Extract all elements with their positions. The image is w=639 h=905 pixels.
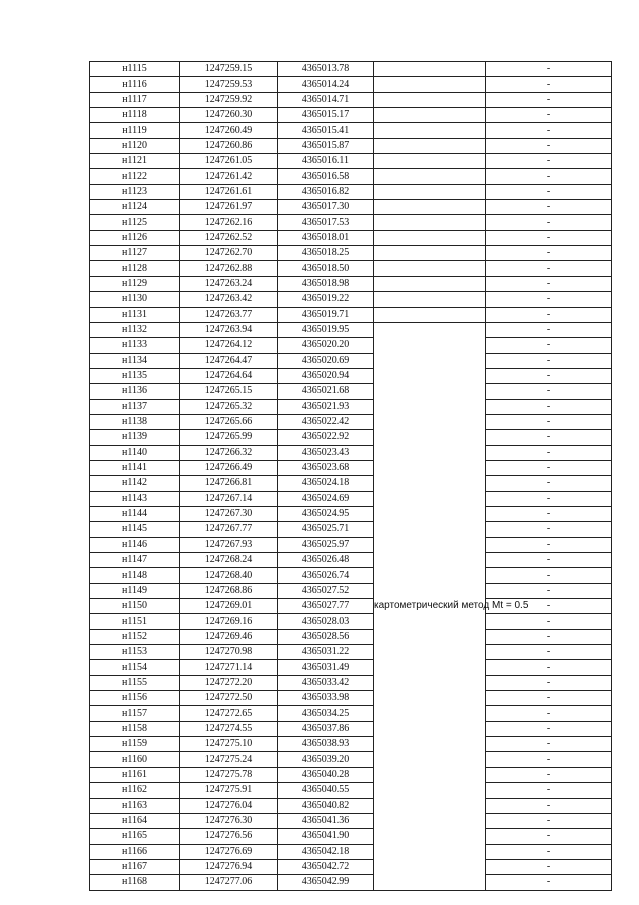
point-id-cell: н1125 (90, 215, 180, 230)
table-row (90, 230, 612, 245)
x-coordinate-cell: 1247262.16 (180, 215, 278, 230)
point-id-cell: н1116 (90, 77, 180, 92)
point-id-cell: н1147 (90, 553, 180, 568)
point-id-cell: н1166 (90, 844, 180, 859)
table-row (90, 338, 612, 353)
dash-cell: - (486, 645, 612, 660)
method-cell-empty (374, 154, 486, 169)
x-coordinate-cell: 1247276.04 (180, 798, 278, 813)
dash-cell: - (486, 737, 612, 752)
method-cell-empty (374, 200, 486, 215)
y-coordinate-cell: 4365027.77 (278, 599, 374, 614)
y-coordinate-cell: 4365039.20 (278, 752, 374, 767)
y-coordinate-cell: 4365028.03 (278, 614, 374, 629)
dash-cell: - (486, 706, 612, 721)
x-coordinate-cell: 1247265.99 (180, 430, 278, 445)
point-id-cell: н1168 (90, 875, 180, 890)
table-row (90, 813, 612, 828)
point-id-cell: н1141 (90, 460, 180, 475)
table-row (90, 767, 612, 782)
coordinates-table-body (90, 62, 612, 891)
x-coordinate-cell: 1247266.32 (180, 445, 278, 460)
table-row (90, 92, 612, 107)
dash-cell: - (486, 138, 612, 153)
table-row (90, 261, 612, 276)
point-id-cell: н1129 (90, 276, 180, 291)
x-coordinate-cell: 1247263.77 (180, 307, 278, 322)
table-row (90, 583, 612, 598)
dash-cell: - (486, 430, 612, 445)
point-id-cell: н1126 (90, 230, 180, 245)
x-coordinate-cell: 1247267.77 (180, 522, 278, 537)
y-coordinate-cell: 4365042.18 (278, 844, 374, 859)
point-id-cell: н1140 (90, 445, 180, 460)
table-row (90, 798, 612, 813)
dash-cell: - (486, 445, 612, 460)
table-row (90, 660, 612, 675)
x-coordinate-cell: 1247259.92 (180, 92, 278, 107)
y-coordinate-cell: 4365025.97 (278, 537, 374, 552)
y-coordinate-cell: 4365040.55 (278, 783, 374, 798)
point-id-cell: н1152 (90, 629, 180, 644)
point-id-cell: н1167 (90, 859, 180, 874)
point-id-cell: н1119 (90, 123, 180, 138)
y-coordinate-cell: 4365015.41 (278, 123, 374, 138)
point-id-cell: н1146 (90, 537, 180, 552)
table-row (90, 430, 612, 445)
y-coordinate-cell: 4365018.25 (278, 246, 374, 261)
point-id-cell: н1133 (90, 338, 180, 353)
point-id-cell: н1128 (90, 261, 180, 276)
method-cell-empty (374, 77, 486, 92)
dash-cell: - (486, 875, 612, 890)
y-coordinate-cell: 4365041.36 (278, 813, 374, 828)
x-coordinate-cell: 1247260.86 (180, 138, 278, 153)
table-row (90, 399, 612, 414)
dash-cell: - (486, 721, 612, 736)
y-coordinate-cell: 4365018.98 (278, 276, 374, 291)
dash-cell: - (486, 62, 612, 77)
x-coordinate-cell: 1247260.30 (180, 108, 278, 123)
point-id-cell: н1136 (90, 384, 180, 399)
dash-cell: - (486, 829, 612, 844)
table-row (90, 859, 612, 874)
table-row (90, 276, 612, 291)
x-coordinate-cell: 1247267.14 (180, 491, 278, 506)
table-row (90, 829, 612, 844)
table-row (90, 460, 612, 475)
y-coordinate-cell: 4365018.50 (278, 261, 374, 276)
point-id-cell: н1139 (90, 430, 180, 445)
x-coordinate-cell: 1247265.15 (180, 384, 278, 399)
point-id-cell: н1121 (90, 154, 180, 169)
dash-cell: - (486, 200, 612, 215)
point-id-cell: н1157 (90, 706, 180, 721)
dash-cell: - (486, 292, 612, 307)
x-coordinate-cell: 1247259.53 (180, 77, 278, 92)
point-id-cell: н1124 (90, 200, 180, 215)
y-coordinate-cell: 4365017.30 (278, 200, 374, 215)
dash-cell: - (486, 522, 612, 537)
table-row (90, 537, 612, 552)
point-id-cell: н1127 (90, 246, 180, 261)
point-id-cell: н1163 (90, 798, 180, 813)
y-coordinate-cell: 4365014.71 (278, 92, 374, 107)
y-coordinate-cell: 4365040.82 (278, 798, 374, 813)
x-coordinate-cell: 1247260.49 (180, 123, 278, 138)
point-id-cell: н1143 (90, 491, 180, 506)
table-row (90, 522, 612, 537)
dash-cell: - (486, 123, 612, 138)
y-coordinate-cell: 4365041.90 (278, 829, 374, 844)
table-row (90, 215, 612, 230)
y-coordinate-cell: 4365028.56 (278, 629, 374, 644)
y-coordinate-cell: 4365019.22 (278, 292, 374, 307)
table-row (90, 737, 612, 752)
point-id-cell: н1150 (90, 599, 180, 614)
table-row (90, 307, 612, 322)
point-id-cell: н1154 (90, 660, 180, 675)
dash-cell: - (486, 169, 612, 184)
x-coordinate-cell: 1247263.24 (180, 276, 278, 291)
table-row (90, 675, 612, 690)
y-coordinate-cell: 4365022.92 (278, 430, 374, 445)
table-row (90, 62, 612, 77)
table-row (90, 752, 612, 767)
method-cell-empty (374, 215, 486, 230)
dash-cell: - (486, 246, 612, 261)
table-row (90, 506, 612, 521)
x-coordinate-cell: 1247264.47 (180, 353, 278, 368)
y-coordinate-cell: 4365033.98 (278, 691, 374, 706)
x-coordinate-cell: 1247268.86 (180, 583, 278, 598)
point-id-cell: н1159 (90, 737, 180, 752)
x-coordinate-cell: 1247259.15 (180, 62, 278, 77)
x-coordinate-cell: 1247272.50 (180, 691, 278, 706)
table-row (90, 599, 612, 614)
method-cell: картометрический метод Mt = 0.5 (374, 322, 486, 890)
table-row (90, 445, 612, 460)
dash-cell: - (486, 92, 612, 107)
dash-cell: - (486, 660, 612, 675)
x-coordinate-cell: 1247276.30 (180, 813, 278, 828)
dash-cell: - (486, 384, 612, 399)
y-coordinate-cell: 4365033.42 (278, 675, 374, 690)
method-cell-empty (374, 108, 486, 123)
y-coordinate-cell: 4365042.72 (278, 859, 374, 874)
x-coordinate-cell: 1247272.20 (180, 675, 278, 690)
method-cell-empty (374, 169, 486, 184)
table-row (90, 123, 612, 138)
table-row (90, 476, 612, 491)
x-coordinate-cell: 1247275.10 (180, 737, 278, 752)
table-row (90, 875, 612, 890)
table-row (90, 108, 612, 123)
y-coordinate-cell: 4365026.74 (278, 568, 374, 583)
dash-cell: - (486, 307, 612, 322)
x-coordinate-cell: 1247262.88 (180, 261, 278, 276)
y-coordinate-cell: 4365016.58 (278, 169, 374, 184)
x-coordinate-cell: 1247267.93 (180, 537, 278, 552)
point-id-cell: н1132 (90, 322, 180, 337)
point-id-cell: н1155 (90, 675, 180, 690)
method-cell-empty (374, 138, 486, 153)
y-coordinate-cell: 4365025.71 (278, 522, 374, 537)
dash-cell: - (486, 675, 612, 690)
x-coordinate-cell: 1247277.06 (180, 875, 278, 890)
method-cell-empty (374, 276, 486, 291)
table-row (90, 553, 612, 568)
dash-cell: - (486, 276, 612, 291)
dash-cell: - (486, 798, 612, 813)
x-coordinate-cell: 1247272.65 (180, 706, 278, 721)
point-id-cell: н1123 (90, 184, 180, 199)
coordinates-table (89, 61, 612, 891)
dash-cell: - (486, 691, 612, 706)
y-coordinate-cell: 4365020.20 (278, 338, 374, 353)
y-coordinate-cell: 4365026.48 (278, 553, 374, 568)
x-coordinate-cell: 1247261.05 (180, 154, 278, 169)
y-coordinate-cell: 4365024.18 (278, 476, 374, 491)
dash-cell: - (486, 583, 612, 598)
method-cell-empty (374, 246, 486, 261)
method-cell-empty (374, 230, 486, 245)
x-coordinate-cell: 1247269.16 (180, 614, 278, 629)
x-coordinate-cell: 1247269.46 (180, 629, 278, 644)
x-coordinate-cell: 1247265.32 (180, 399, 278, 414)
x-coordinate-cell: 1247264.12 (180, 338, 278, 353)
x-coordinate-cell: 1247274.55 (180, 721, 278, 736)
table-row (90, 322, 612, 337)
y-coordinate-cell: 4365037.86 (278, 721, 374, 736)
dash-cell: - (486, 783, 612, 798)
dash-cell: - (486, 154, 612, 169)
y-coordinate-cell: 4365013.78 (278, 62, 374, 77)
table-row (90, 169, 612, 184)
table-row (90, 614, 612, 629)
dash-cell: - (486, 338, 612, 353)
table-row (90, 568, 612, 583)
point-id-cell: н1117 (90, 92, 180, 107)
table-row (90, 154, 612, 169)
table-row (90, 292, 612, 307)
table-row (90, 645, 612, 660)
x-coordinate-cell: 1247270.98 (180, 645, 278, 660)
point-id-cell: н1156 (90, 691, 180, 706)
table-row (90, 384, 612, 399)
x-coordinate-cell: 1247262.70 (180, 246, 278, 261)
point-id-cell: н1149 (90, 583, 180, 598)
point-id-cell: н1138 (90, 414, 180, 429)
point-id-cell: н1158 (90, 721, 180, 736)
dash-cell: - (486, 476, 612, 491)
y-coordinate-cell: 4365020.94 (278, 368, 374, 383)
y-coordinate-cell: 4365021.93 (278, 399, 374, 414)
point-id-cell: н1162 (90, 783, 180, 798)
point-id-cell: н1135 (90, 368, 180, 383)
dash-cell: - (486, 368, 612, 383)
dash-cell: - (486, 553, 612, 568)
x-coordinate-cell: 1247261.42 (180, 169, 278, 184)
y-coordinate-cell: 4365034.25 (278, 706, 374, 721)
dash-cell: - (486, 491, 612, 506)
method-cell-empty (374, 307, 486, 322)
y-coordinate-cell: 4365019.71 (278, 307, 374, 322)
method-cell-empty (374, 292, 486, 307)
dash-cell: - (486, 537, 612, 552)
dash-cell: - (486, 322, 612, 337)
y-coordinate-cell: 4365024.95 (278, 506, 374, 521)
table-row (90, 844, 612, 859)
point-id-cell: н1153 (90, 645, 180, 660)
dash-cell: - (486, 629, 612, 644)
dash-cell: - (486, 859, 612, 874)
point-id-cell: н1131 (90, 307, 180, 322)
y-coordinate-cell: 4365015.17 (278, 108, 374, 123)
table-row (90, 138, 612, 153)
point-id-cell: н1122 (90, 169, 180, 184)
x-coordinate-cell: 1247264.64 (180, 368, 278, 383)
x-coordinate-cell: 1247268.40 (180, 568, 278, 583)
x-coordinate-cell: 1247275.78 (180, 767, 278, 782)
point-id-cell: н1134 (90, 353, 180, 368)
point-id-cell: н1120 (90, 138, 180, 153)
dash-cell: - (486, 767, 612, 782)
y-coordinate-cell: 4365023.68 (278, 460, 374, 475)
x-coordinate-cell: 1247275.24 (180, 752, 278, 767)
dash-cell: - (486, 77, 612, 92)
method-cell-empty (374, 62, 486, 77)
dash-cell: - (486, 506, 612, 521)
x-coordinate-cell: 1247261.61 (180, 184, 278, 199)
y-coordinate-cell: 4365021.68 (278, 384, 374, 399)
point-id-cell: н1161 (90, 767, 180, 782)
dash-cell: - (486, 460, 612, 475)
x-coordinate-cell: 1247269.01 (180, 599, 278, 614)
x-coordinate-cell: 1247276.94 (180, 859, 278, 874)
point-id-cell: н1165 (90, 829, 180, 844)
x-coordinate-cell: 1247267.30 (180, 506, 278, 521)
point-id-cell: н1145 (90, 522, 180, 537)
y-coordinate-cell: 4365017.53 (278, 215, 374, 230)
table-row (90, 491, 612, 506)
method-cell-empty (374, 184, 486, 199)
point-id-cell: н1148 (90, 568, 180, 583)
table-row (90, 721, 612, 736)
dash-cell: - (486, 599, 612, 614)
x-coordinate-cell: 1247263.42 (180, 292, 278, 307)
point-id-cell: н1137 (90, 399, 180, 414)
table-row (90, 368, 612, 383)
point-id-cell: н1164 (90, 813, 180, 828)
y-coordinate-cell: 4365018.01 (278, 230, 374, 245)
point-id-cell: н1144 (90, 506, 180, 521)
dash-cell: - (486, 568, 612, 583)
point-id-cell: н1115 (90, 62, 180, 77)
y-coordinate-cell: 4365031.49 (278, 660, 374, 675)
y-coordinate-cell: 4365038.93 (278, 737, 374, 752)
y-coordinate-cell: 4365040.28 (278, 767, 374, 782)
point-id-cell: н1151 (90, 614, 180, 629)
x-coordinate-cell: 1247266.49 (180, 460, 278, 475)
x-coordinate-cell: 1247268.24 (180, 553, 278, 568)
y-coordinate-cell: 4365019.95 (278, 322, 374, 337)
dash-cell: - (486, 261, 612, 276)
y-coordinate-cell: 4365027.52 (278, 583, 374, 598)
x-coordinate-cell: 1247263.94 (180, 322, 278, 337)
y-coordinate-cell: 4365015.87 (278, 138, 374, 153)
dash-cell: - (486, 108, 612, 123)
y-coordinate-cell: 4365016.11 (278, 154, 374, 169)
table-row (90, 706, 612, 721)
y-coordinate-cell: 4365031.22 (278, 645, 374, 660)
x-coordinate-cell: 1247266.81 (180, 476, 278, 491)
y-coordinate-cell: 4365014.24 (278, 77, 374, 92)
x-coordinate-cell: 1247262.52 (180, 230, 278, 245)
dash-cell: - (486, 414, 612, 429)
y-coordinate-cell: 4365023.43 (278, 445, 374, 460)
y-coordinate-cell: 4365042.99 (278, 875, 374, 890)
dash-cell: - (486, 399, 612, 414)
x-coordinate-cell: 1247261.97 (180, 200, 278, 215)
table-row (90, 691, 612, 706)
dash-cell: - (486, 813, 612, 828)
y-coordinate-cell: 4365020.69 (278, 353, 374, 368)
table-row (90, 629, 612, 644)
x-coordinate-cell: 1247276.69 (180, 844, 278, 859)
dash-cell: - (486, 184, 612, 199)
dash-cell: - (486, 353, 612, 368)
x-coordinate-cell: 1247271.14 (180, 660, 278, 675)
x-coordinate-cell: 1247265.66 (180, 414, 278, 429)
dash-cell: - (486, 215, 612, 230)
table-row (90, 353, 612, 368)
table-row (90, 184, 612, 199)
table-row (90, 414, 612, 429)
table-row (90, 246, 612, 261)
point-id-cell: н1118 (90, 108, 180, 123)
point-id-cell: н1142 (90, 476, 180, 491)
table-row (90, 200, 612, 215)
y-coordinate-cell: 4365022.42 (278, 414, 374, 429)
method-cell-empty (374, 261, 486, 276)
x-coordinate-cell: 1247276.56 (180, 829, 278, 844)
point-id-cell: н1160 (90, 752, 180, 767)
method-cell-empty (374, 92, 486, 107)
method-cell-empty (374, 123, 486, 138)
point-id-cell: н1130 (90, 292, 180, 307)
table-row (90, 77, 612, 92)
table-row (90, 783, 612, 798)
dash-cell: - (486, 752, 612, 767)
dash-cell: - (486, 614, 612, 629)
dash-cell: - (486, 844, 612, 859)
x-coordinate-cell: 1247275.91 (180, 783, 278, 798)
dash-cell: - (486, 230, 612, 245)
y-coordinate-cell: 4365016.82 (278, 184, 374, 199)
y-coordinate-cell: 4365024.69 (278, 491, 374, 506)
